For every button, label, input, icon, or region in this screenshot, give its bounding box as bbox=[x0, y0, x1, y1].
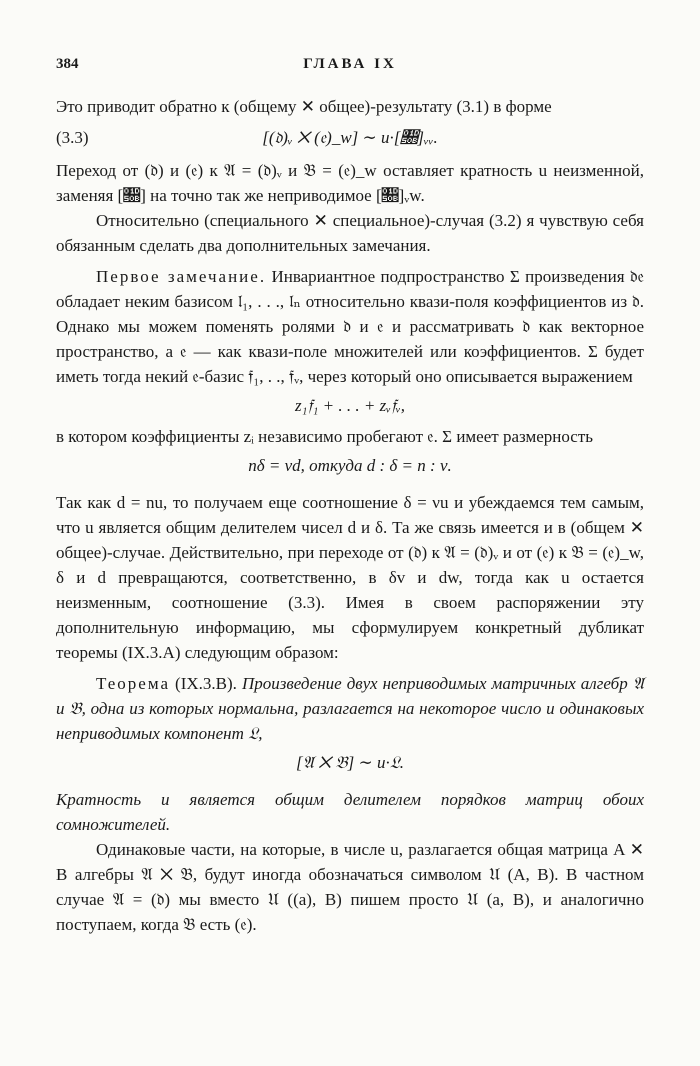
equation-formula: [(𝔡)ᵥ ✕ (𝔢)_w] ∼ u·[𝔋]ᵥᵥ. bbox=[262, 128, 438, 147]
theorem-lead: Теорема bbox=[96, 674, 171, 693]
paragraph-1: Это приводит обратно к (общему ✕ общее)-результату (3.1) в форме bbox=[56, 97, 552, 116]
theorem-block bbox=[56, 671, 644, 746]
page-number: 384 bbox=[56, 56, 79, 72]
theorem-label: (IX.3.B). bbox=[175, 674, 237, 693]
page-header bbox=[56, 52, 644, 82]
equation-sum: z₁𝔣₁ + . . . + zᵥ𝔣ᵥ, bbox=[294, 396, 406, 415]
paragraph-8: Одинаковые части, на которые, в числе u, разлагается общая матрица A ✕ B алгебры 𝔄 ✕ 𝔅, будут иногда обозначаться символом 𝔘 (A, B). В частном случае 𝔄 = (𝔡) мы вместо 𝔘 ((a), B) пишем просто 𝔘 (a, B), и аналогично поступаем, когда 𝔅 есть (𝔢). bbox=[56, 840, 644, 934]
paragraph-5: в котором коэффициенты zᵢ независимо пробегают 𝔢. Σ имеет размерность bbox=[56, 427, 594, 446]
paragraph-2: Переход от (𝔡) и (𝔢) к 𝔄 = (𝔡)ᵥ и 𝔅 = (𝔢)_w оставляет кратность u неизменной, заменяя [𝔋] на точно так же неприводимое [𝔋]ᵥw. bbox=[56, 161, 644, 205]
equation-number: (3.3) bbox=[56, 128, 89, 147]
equation-theorem: [𝔄 ✕ 𝔅] ∼ u·𝔏. bbox=[295, 753, 405, 772]
paragraph-4 bbox=[56, 264, 644, 389]
theorem-conclusion: Кратность и является общим делителем порядков матриц обоих сомножителей. bbox=[56, 790, 644, 834]
remark-text: Инвариантное подпространство Σ произведения 𝔡𝔢 обладает неким базисом 𝔩₁, . . ., 𝔩ₙ относительно квази-поля коэффициентов из 𝔡. Однако мы можем поменять ролями 𝔡 и 𝔢 и рассматривать 𝔡 как векторное пространство, а 𝔢 — как квази-поле множителей или коэффициентов. Σ будет иметь тогда некий 𝔢-базис 𝔣₁, . ., 𝔣ᵥ, через который оно описывается выражением bbox=[56, 267, 645, 386]
theorem-text: Произведение двух неприводимых матричных алгебр 𝔄 и 𝔅, одна из которых нормальна, разлагается на некоторое число и одинаковых неприводимых компонент 𝔏, bbox=[56, 674, 645, 743]
equation-3-3 bbox=[56, 125, 644, 150]
page bbox=[56, 52, 644, 937]
remark-lead: Первое замечание. bbox=[96, 267, 267, 286]
equation-dimension: nδ = νd, откуда d : δ = n : ν. bbox=[248, 456, 452, 475]
paragraph-6: Так как d = nu, то получаем еще соотношение δ = νu и убеждаемся тем самым, что u является общим делителем чисел d и δ. Та же связь имеется и в (общем ✕ общее)-случае. Действительно, при переходе от (𝔡) к 𝔄 = (𝔡)ᵥ и от (𝔢) к 𝔅 = (𝔢)_w, δ и d превращаются, соответственно, в δv и dw, тогда как u остается неизменным, соотношение (3.3). Имея в своем распоряжении эту дополнительную информацию, мы сформулируем конкретный дубликат теоремы (IX.3.A) следующим образом: bbox=[56, 493, 644, 662]
paragraph-3: Относительно (специального ✕ специальное)-случая (3.2) я чувствую себя обязанным сделать два дополнительных замечания. bbox=[56, 211, 644, 255]
chapter-title: ГЛАВА IX bbox=[303, 56, 397, 72]
